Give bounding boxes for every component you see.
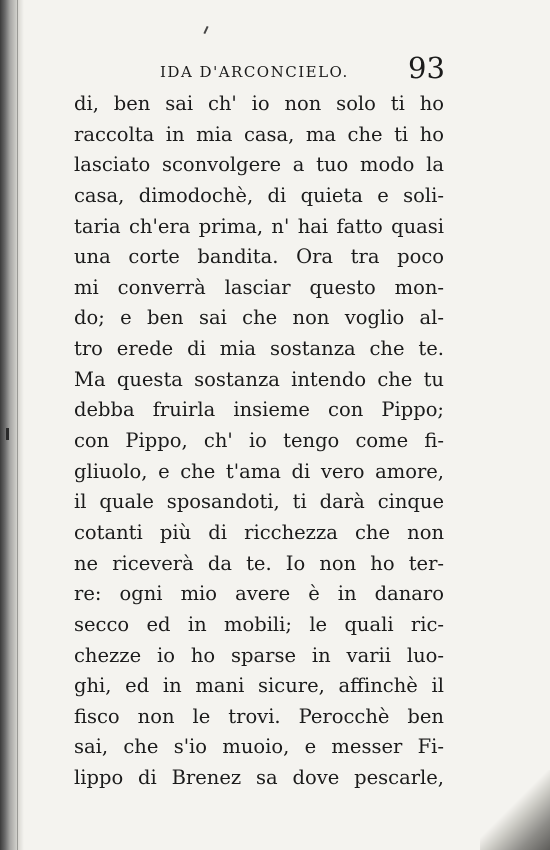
page-corner-shadow xyxy=(480,770,550,850)
body-text xyxy=(74,89,444,794)
page-number: 93 xyxy=(408,51,445,85)
text-line: lasciato sconvolgere a tuo modo la xyxy=(74,153,444,177)
text-line: gliuolo, e che t'ama di vero amore, xyxy=(74,459,444,483)
text-line: do; e ben sai che non voglio al- xyxy=(74,306,444,330)
text-line: tro erede di mia sostanza che te. xyxy=(74,337,444,361)
text-line: una corte bandita. Ora tra poco xyxy=(74,245,444,269)
text-line: mi converrà lasciar questo mon- xyxy=(74,275,444,299)
text-line: Ma questa sostanza intendo che tu xyxy=(74,367,444,391)
text-line: taria ch'era prima, n' hai fatto quasi xyxy=(74,214,444,238)
text-line: secco ed in mobili; le quali ric- xyxy=(74,612,444,636)
text-line: raccolta in mia casa, ma che ti ho xyxy=(74,122,444,146)
text-line: debba fruirla insieme con Pippo; xyxy=(74,398,444,422)
text-line: con Pippo, ch' io tengo come fi- xyxy=(74,429,444,453)
text-line: cotanti più di ricchezza che non xyxy=(74,520,444,544)
text-line: di, ben sai ch' io non solo ti ho xyxy=(74,92,444,115)
running-head: IDA D'ARCONCIELO. xyxy=(160,63,349,81)
margin-mark xyxy=(6,428,9,440)
stray-ink-mark xyxy=(203,26,208,34)
text-line: sai, che s'io muoio, e messer Fi- xyxy=(74,735,444,759)
binding-edge-line xyxy=(17,0,18,850)
text-line: ghi, ed in mani sicure, affinchè il xyxy=(74,674,444,698)
text-line: fisco non le trovi. Perocchè ben xyxy=(74,704,444,728)
text-line: ne riceverà da te. Io non ho ter- xyxy=(74,551,444,575)
text-line: il quale sposandoti, ti darà cinque xyxy=(74,490,444,514)
book-binding-shadow xyxy=(0,0,24,850)
text-line: casa, dimodochè, di quieta e soli- xyxy=(74,183,444,207)
text-line: chezze io ho sparse in varii luo- xyxy=(74,643,444,667)
text-line: re: ogni mio avere è in danaro xyxy=(74,582,444,606)
text-line: lippo di Brenez sa dove pescarle, xyxy=(74,766,444,790)
